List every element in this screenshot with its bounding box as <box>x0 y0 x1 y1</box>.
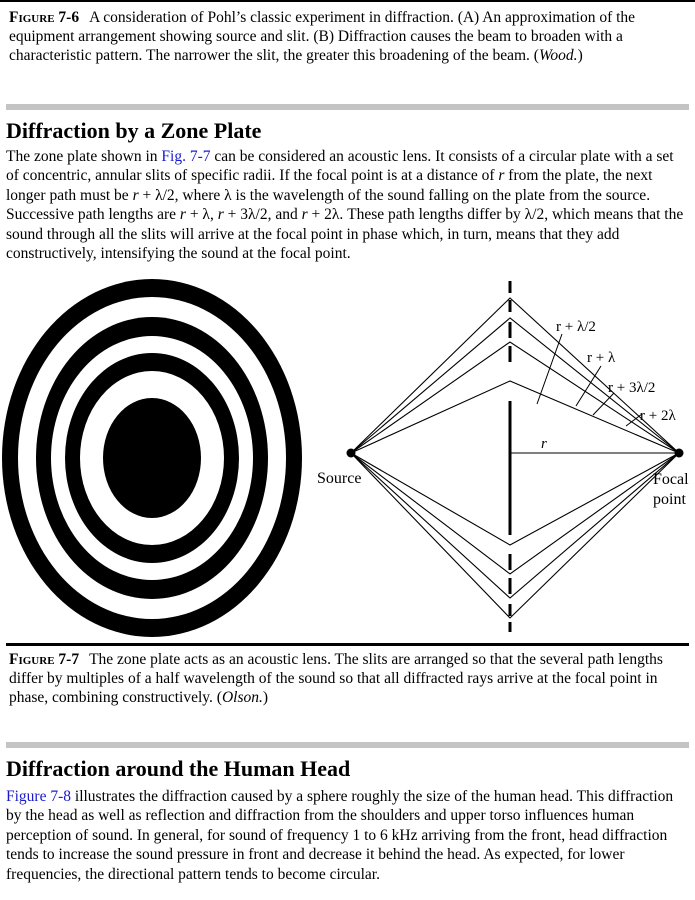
figure-divider <box>6 643 689 646</box>
section-rule <box>6 104 689 110</box>
fig-7-7-link[interactable]: Fig. 7-7 <box>161 148 211 165</box>
figure-7-7-caption: Figure 7-7 The zone plate acts as an acoustic lens. The slits are arranged so that the several path lengths differ by multiples of a half wavelength of the sound so that all diffracted rays arrive at the focal point in phase, combining constructively. (Olson.) <box>9 651 663 706</box>
zone-plate-figure <box>0 270 695 640</box>
figure-7-6-caption: Figure 7-6 A consideration of Pohl’s classic experiment in diffraction. (A) An approximation of the equipment arrangement showing source and slit. (B) Diffraction causes the beam to broaden with a characteristic pattern. The narrower the slit, the greater this broadening of the beam. (Wood.) <box>9 9 636 64</box>
human-head-paragraph: Figure 7-8 illustrates the diffraction caused by a sphere roughly the size of the human head. This diffraction by the head as well as reflection and diffraction from the shoulders and upper torso influences human perception of sound. In general, for sound of frequency 1 to 6 kHz arriving from the front, head diffraction tends to increase the sound pressure in front and decrease it behind the head. As expected, for lower frequencies, the directional pattern tends to become circular. <box>6 788 674 883</box>
label-point: point <box>653 491 686 508</box>
section-heading-human-head: Diffraction around the Human Head <box>6 756 351 781</box>
label-r-half-lambda: r + λ/2 <box>556 319 596 335</box>
source-point <box>347 449 356 458</box>
figure-7-8-link[interactable]: Figure 7-8 <box>6 788 72 805</box>
label-r-lambda: r + λ <box>587 350 616 366</box>
focal-point <box>675 449 684 458</box>
section-rule <box>6 742 689 748</box>
label-r-two-lambda: r + 2λ <box>640 408 676 424</box>
label-r: r <box>541 436 547 452</box>
label-source: Source <box>317 470 362 487</box>
ray-paths <box>351 298 679 618</box>
label-r-three-half-lambda: r + 3λ/2 <box>608 380 656 396</box>
zone-plate-rings <box>2 279 302 637</box>
label-focal: Focal <box>653 471 689 488</box>
figure-7-6-label: Figure 7-6 <box>9 9 80 26</box>
figure-7-7-label: Figure 7-7 <box>9 651 80 668</box>
section-heading-zone-plate: Diffraction by a Zone Plate <box>6 118 262 143</box>
top-border <box>0 0 695 2</box>
zone-plate-paragraph: The zone plate shown in Fig. 7-7 can be considered an acoustic lens. It consists of a circular plate with a set of concentric, annular slits of specific radii. If the focal point is at a distance of r from the plate, the next longer path must be r + λ/2, where λ is the wavelength of the sound falling on the plate from the source. Successive path lengths are r + λ, r + 3λ/2, and r + 2λ. These path lengths differ by λ/2, which means that the sound through all the slits will arrive at the focal point in phase which, in turn, means that they add constructively, intensifying the sound at the focal point. <box>6 148 684 263</box>
